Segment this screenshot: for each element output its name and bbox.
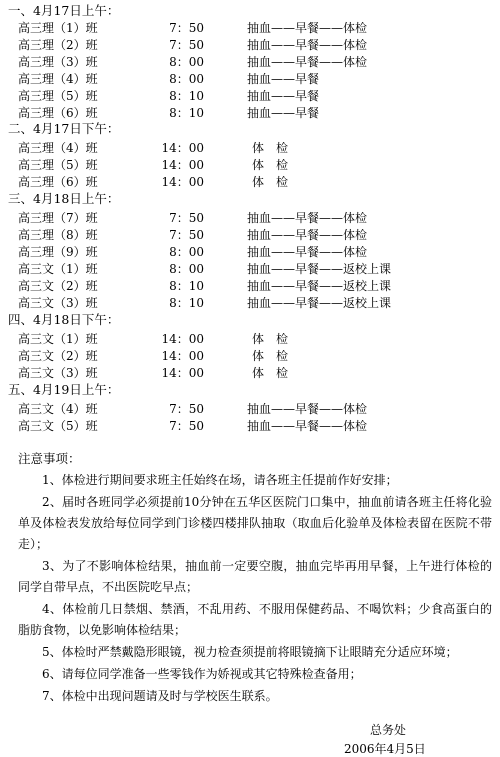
- class-name: 高三文（5）班: [18, 419, 98, 433]
- section-heading: 三、4月18日上午：: [8, 191, 120, 206]
- activity: 体 检: [252, 175, 289, 189]
- schedule-row: [0, 401, 500, 417]
- activity: 体 检: [252, 141, 289, 155]
- time: 14：00: [161, 141, 204, 155]
- schedule-row: [0, 37, 500, 53]
- class-name: 高三理（3）班: [18, 55, 98, 69]
- schedule-row: [0, 348, 500, 364]
- activity: 抽血——早餐——返校上课: [247, 296, 392, 310]
- note-item-6: 6、请每位同学准备一些零钱作为娇视或其它特殊检查备用；: [42, 667, 362, 681]
- class-name: 高三文（3）班: [18, 296, 98, 310]
- schedule-row: [0, 88, 500, 104]
- schedule-row: [0, 227, 500, 243]
- activity: 体 检: [252, 158, 289, 172]
- activity: 抽血——早餐——返校上课: [247, 279, 392, 293]
- activity: 体 检: [252, 332, 289, 346]
- activity: 抽血——早餐——返校上课: [247, 262, 392, 276]
- note-item-4: 4、体检前几日禁烟、禁酒，不乱用药、不服用保健药品、不喝饮料；少食高蛋白的脂肪食物，以免影响体检结果；: [18, 602, 492, 637]
- time: 14：00: [161, 349, 204, 363]
- time: 8：00: [169, 245, 204, 259]
- activity: 抽血——早餐——体检: [247, 55, 368, 69]
- class-name: 高三文（1）班: [18, 262, 98, 276]
- time: 7：50: [169, 419, 204, 433]
- class-name: 高三理（6）班: [18, 106, 98, 120]
- time: 7：50: [169, 38, 204, 52]
- time: 8：10: [169, 279, 204, 293]
- time: 8：10: [169, 296, 204, 310]
- class-name: 高三理（1）班: [18, 21, 98, 35]
- activity: 抽血——早餐——体检: [247, 402, 368, 416]
- class-name: 高三理（7）班: [18, 211, 98, 225]
- class-name: 高三理（8）班: [18, 228, 98, 242]
- schedule-row: [0, 365, 500, 381]
- activity: 抽血——早餐——体检: [247, 228, 368, 242]
- time: 8：10: [169, 106, 204, 120]
- class-name: 高三文（1）班: [18, 332, 98, 346]
- class-name: 高三理（4）班: [18, 141, 98, 155]
- schedule-row: [0, 54, 500, 70]
- schedule-row: [0, 105, 500, 121]
- schedule-row: [0, 261, 500, 277]
- class-name: 高三理（2）班: [18, 38, 98, 52]
- class-name: 高三文（2）班: [18, 349, 98, 363]
- schedule-row: [0, 140, 500, 156]
- section-heading: 一、4月17日上午：: [8, 3, 120, 18]
- class-name: 高三理（5）班: [18, 89, 98, 103]
- section-heading: 四、4月18日下午：: [8, 312, 120, 327]
- activity: 体 检: [252, 366, 289, 380]
- schedule-row: [0, 71, 500, 87]
- signature-date: 2006年4月5日: [344, 742, 426, 756]
- time: 8：00: [169, 55, 204, 69]
- activity: 抽血——早餐——体检: [247, 245, 368, 259]
- activity: 抽血——早餐——体检: [247, 21, 368, 35]
- schedule-row: [0, 210, 500, 226]
- time: 14：00: [161, 366, 204, 380]
- time: 8：00: [169, 72, 204, 86]
- note-item-2: 2、届时各班同学必须提前10分钟在五华区医院门口集中，抽血前请各班主任将化验单及体检表发放给每位同学到门诊楼四楼排队抽取（取血后化验单及体检表留在医院不带走）；: [18, 495, 492, 551]
- activity: 抽血——早餐: [247, 106, 320, 120]
- class-name: 高三文（2）班: [18, 279, 98, 293]
- note-item-1: 1、体检进行期间要求班主任始终在场，请各班主任提前作好安排；: [42, 473, 398, 487]
- section-heading: 五、4月19日上午：: [8, 382, 120, 397]
- schedule-row: [0, 295, 500, 311]
- class-name: 高三文（3）班: [18, 366, 98, 380]
- time: 14：00: [161, 175, 204, 189]
- activity: 抽血——早餐: [247, 72, 320, 86]
- note-item-3: 3、为了不影响体检结果，抽血前一定要空腹，抽血完毕再用早餐，上午进行体检的同学自带早点，不出医院吃早点；: [18, 559, 492, 594]
- time: 7：50: [169, 211, 204, 225]
- class-name: 高三理（6）班: [18, 175, 98, 189]
- activity: 抽血——早餐——体检: [247, 419, 368, 433]
- notes-title: 注意事项：: [18, 451, 81, 466]
- schedule-row: [0, 331, 500, 347]
- activity: 抽血——早餐——体检: [247, 211, 368, 225]
- schedule-row: [0, 244, 500, 260]
- class-name: 高三理（9）班: [18, 245, 98, 259]
- schedule-row: [0, 418, 500, 434]
- class-name: 高三理（5）班: [18, 158, 98, 172]
- note-item-5: 5、体检时严禁戴隐形眼镜，视力检查须提前将眼镜摘下让眼睛充分适应环境；: [42, 645, 458, 659]
- class-name: 高三理（4）班: [18, 72, 98, 86]
- activity: 抽血——早餐——体检: [247, 38, 368, 52]
- signature-org: 总务处: [370, 723, 407, 737]
- schedule-row: [0, 157, 500, 173]
- class-name: 高三文（4）班: [18, 402, 98, 416]
- activity: 抽血——早餐: [247, 89, 320, 103]
- schedule-row: [0, 278, 500, 294]
- time: 8：00: [169, 262, 204, 276]
- time: 7：50: [169, 402, 204, 416]
- note-item-7: 7、体检中出现问题请及时与学校医生联系。: [42, 689, 278, 703]
- time: 7：50: [169, 228, 204, 242]
- schedule-row: [0, 174, 500, 190]
- activity: 体 检: [252, 349, 289, 363]
- time: 8：10: [169, 89, 204, 103]
- time: 14：00: [161, 332, 204, 346]
- time: 7：50: [169, 21, 204, 35]
- time: 14：00: [161, 158, 204, 172]
- section-heading: 二、4月17日下午：: [8, 121, 120, 136]
- schedule-row: [0, 20, 500, 36]
